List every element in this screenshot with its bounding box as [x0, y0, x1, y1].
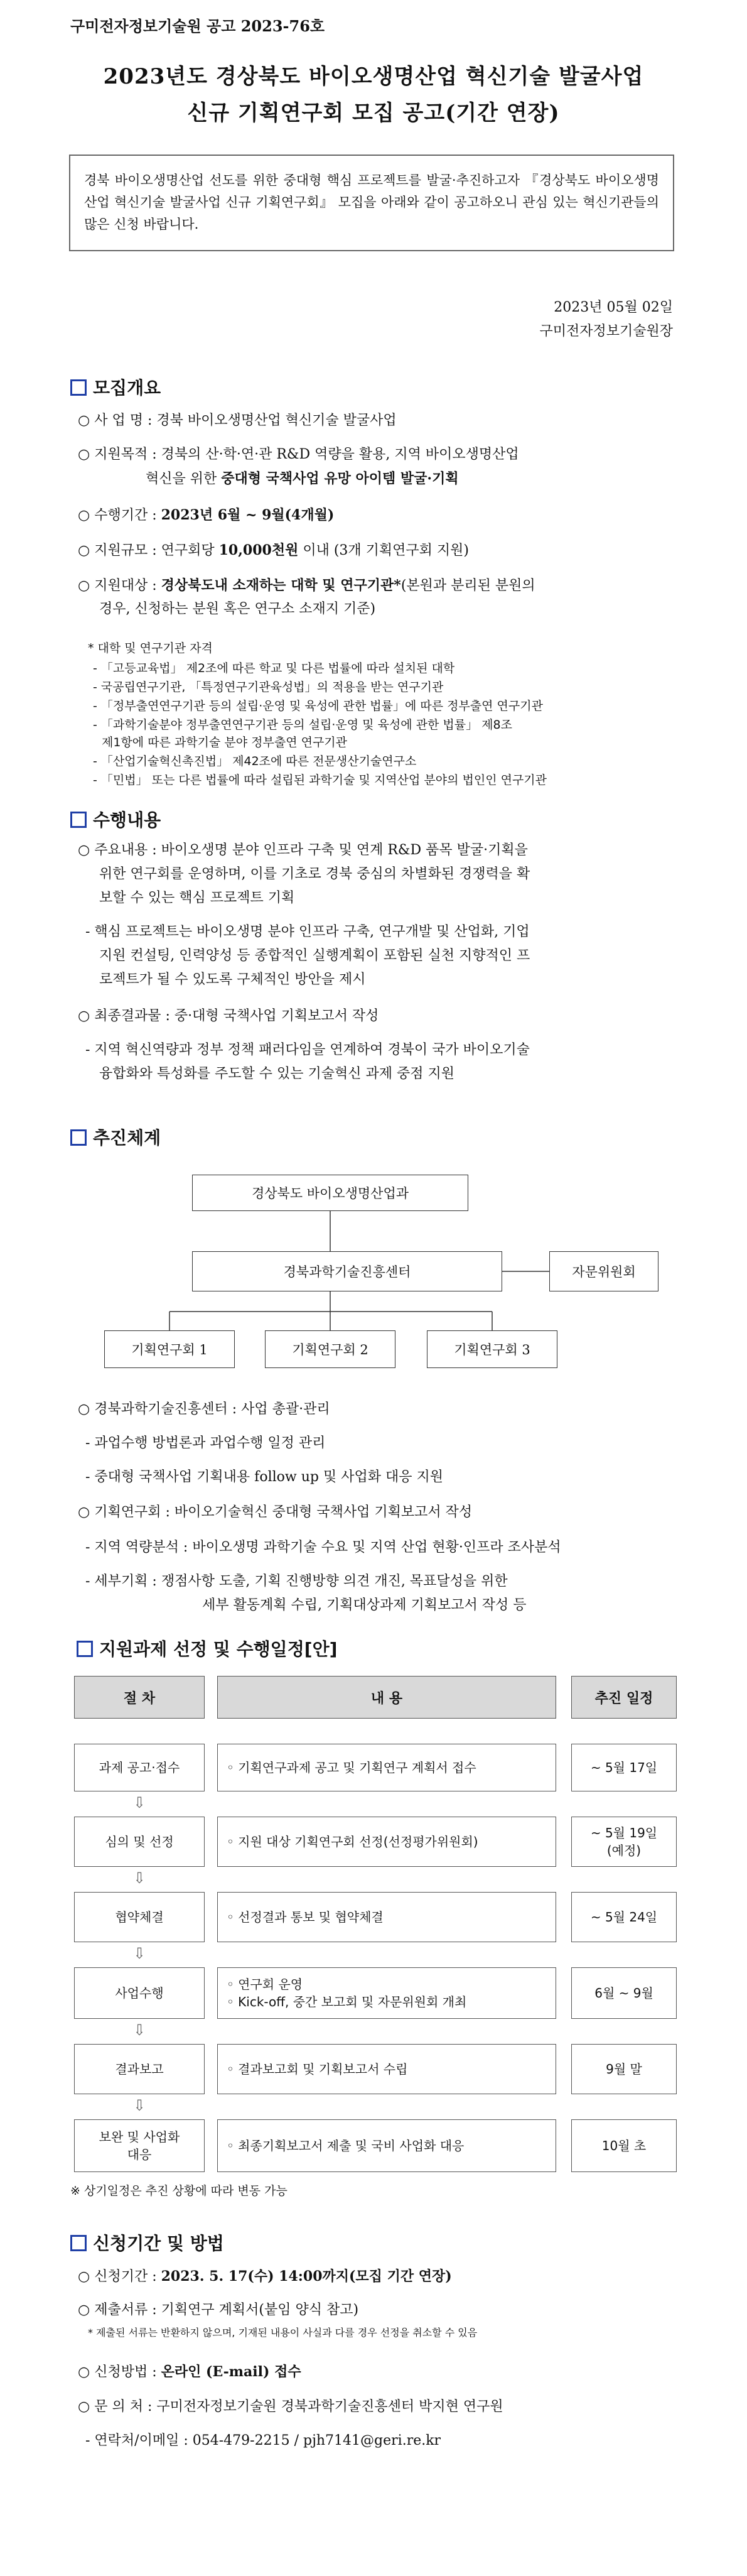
- schedule-content: ◦ 기획연구과제 공고 및 기획연구 계획서 접수: [217, 1744, 556, 1791]
- qualification-note: - 「정부출연연구기관 등의 설립·운영 및 육성에 관한 법률」에 따른 정부출연 연구기관: [93, 699, 543, 713]
- content-core: - 핵심 프로젝트는 바이오생명 분야 인프라 구축, 연구개발 및 산업화, 기업: [85, 924, 530, 940]
- org-group-box: 기획연구회 3: [427, 1330, 557, 1368]
- overview-target: ○ 지원대상 : 경상북도내 소재하는 대학 및 연구기관*(본원과 분리된 분원의: [78, 577, 535, 594]
- schedule-content: ◦ 최종기획보고서 제출 및 국비 사업화 대응: [217, 2119, 556, 2172]
- down-arrow-icon: ⇩: [133, 2021, 146, 2039]
- schedule-date: 9월 말: [571, 2044, 677, 2094]
- intro-text: 경북 바이오생명산업 선도를 위한 중대형 핵심 프로젝트를 발굴·추진하고자 『경상북도 바이오생명산업 혁신기술 발굴사업 신규 기획연구회』 모집을 아래와 같이 공고하오니 관심 있는 혁신기관들의 많은 신청 바랍니다.: [84, 173, 659, 232]
- overview-purpose-cont: 혁신을 위한 중대형 국책사업 유망 아이템 발굴·기획: [146, 470, 459, 487]
- qualification-note: - 「산업기술혁신촉진법」 제42조에 따른 전문생산기술연구소: [93, 754, 417, 768]
- org-group-box: 기획연구회 2: [265, 1330, 395, 1368]
- overview-target-cont: 경우, 신청하는 분원 혹은 연구소 소재지 기준): [99, 601, 376, 617]
- org-top-box: 경상북도 바이오생명산업과: [192, 1175, 468, 1211]
- schedule-step: 보완 및 사업화 대응: [74, 2119, 205, 2172]
- page-title-line1: 2023년도 경상북도 바이오생명산업 혁신기술 발굴사업: [103, 64, 644, 89]
- schedule-step: 결과보고: [74, 2044, 205, 2094]
- qualification-note: - 「고등교육법」 제2조에 따른 학교 및 다른 법률에 따라 설치된 대학: [93, 661, 455, 675]
- overview-period: ○ 수행기간 : 2023년 6월 ~ 9월(4개월): [78, 507, 335, 523]
- schedule-date: 6월 ~ 9월: [571, 1967, 677, 2019]
- section-structure: 추진체계: [70, 1124, 161, 1149]
- schedule-header-step: 절 차: [74, 1676, 205, 1719]
- org-center-box: 경북과학기술진흥센터: [192, 1251, 502, 1291]
- schedule-content: ◦ 연구회 운영 ◦ Kick-off, 중간 보고회 및 자문위원회 개최: [217, 1967, 556, 2019]
- content-region-cont: 융합화와 특성화를 주도할 수 있는 기술혁신 과제 중점 지원: [99, 1066, 454, 1082]
- notice-number: 구미전자정보기술원 공고 2023-76호: [70, 17, 325, 35]
- content-result: ○ 최종결과물 : 중·대형 국책사업 기획보고서 작성: [78, 1008, 379, 1024]
- qualification-note: - 「과학기술분야 정부출연연구기관 등의 설립·운영 및 육성에 관한 법률」 제8조: [93, 718, 512, 732]
- section-content: 수행내용: [70, 807, 161, 832]
- content-main-cont: 위한 연구회를 운영하며, 이를 기초로 경북 중심의 차별화된 경쟁력을 확: [99, 866, 530, 882]
- section-square-icon: [70, 2235, 87, 2251]
- structure-item: ○ 경북과학기술진흥센터 : 사업 총괄·관리: [78, 1401, 330, 1417]
- application-phone-email: - 연락처/이메일 : 054-479-2215 / pjh7141@geri.re.kr: [85, 2433, 441, 2448]
- schedule-content: ◦ 선정결과 통보 및 협약체결: [217, 1892, 556, 1942]
- structure-item-cont: 세부 활동계획 수립, 기획대상과제 기획보고서 작성 등: [202, 1597, 527, 1613]
- content-core-cont: 지원 컨설팅, 인력양성 등 종합적인 실행계획이 포함된 실천 지향적인 프: [99, 948, 530, 964]
- structure-item: - 과업수행 방법론과 과업수행 일정 관리: [85, 1435, 326, 1451]
- schedule-date: ~ 5월 17일: [571, 1744, 677, 1791]
- application-docs: ○ 제출서류 : 기획연구 계획서(붙임 양식 참고): [78, 2302, 359, 2318]
- schedule-date: 10월 초: [571, 2119, 677, 2172]
- structure-item: - 지역 역량분석 : 바이오생명 과학기술 수요 및 지역 산업 현황·인프라 조사분석: [85, 1540, 561, 1555]
- schedule-step: 협약체결: [74, 1892, 205, 1942]
- page-title-line2: 신규 기획연구회 모집 공고(기간 연장): [187, 101, 560, 126]
- qualification-note: - 「민법」 또는 다른 법률에 따라 설립된 과학기술 및 지역산업 분야의 법인인 연구기관: [93, 773, 547, 787]
- section-schedule: 지원과제 선정 및 수행일정[안]: [77, 1636, 337, 1661]
- application-method: ○ 신청방법 : 온라인 (E-mail) 접수: [78, 2364, 301, 2380]
- structure-item: - 중대형 국책사업 기획내용 follow up 및 사업화 대응 지원: [85, 1469, 443, 1485]
- application-contact: ○ 문 의 처 : 구미전자정보기술원 경북과학기술진흥센터 박지현 연구원: [78, 2399, 503, 2415]
- issue-date: 2023년 05월 02일: [554, 300, 673, 315]
- down-arrow-icon: ⇩: [133, 2097, 146, 2114]
- section-application: 신청기간 및 방법: [70, 2230, 224, 2255]
- content-main: ○ 주요내용 : 바이오생명 분야 인프라 구축 및 연계 R&D 품목 발굴·기획을: [78, 842, 528, 858]
- down-arrow-icon: ⇩: [133, 1869, 146, 1887]
- section-overview: 모집개요: [70, 374, 161, 399]
- schedule-note: ※ 상기일정은 추진 상황에 따라 변동 가능: [70, 2184, 288, 2198]
- application-docs-note: * 제출된 서류는 반환하지 않으며, 기재된 내용이 사실과 다를 경우 선정을 취소할 수 있음: [88, 2327, 478, 2339]
- schedule-header-date: 추진 일정: [571, 1676, 677, 1719]
- issuer-name: 구미전자정보기술원장: [539, 323, 673, 339]
- schedule-content: ◦ 결과보고회 및 기획보고서 수립: [217, 2044, 556, 2094]
- schedule-step: 사업수행: [74, 1967, 205, 2019]
- org-group-box: 기획연구회 1: [104, 1330, 235, 1368]
- schedule-content: ◦ 지원 대상 기획연구회 선정(선정평가위원회): [217, 1817, 556, 1867]
- overview-project: ○ 사 업 명 : 경북 바이오생명산업 혁신기술 발굴사업: [78, 413, 397, 428]
- content-region: - 지역 혁신역량과 정부 정책 패러다임을 연계하여 경북이 국가 바이오기술: [85, 1042, 530, 1058]
- qualification-title: * 대학 및 연구기관 자격: [88, 641, 213, 655]
- content-core-cont: 로젝트가 될 수 있도록 구체적인 방안을 제시: [99, 972, 366, 987]
- qualification-note: - 국공립연구기관, 「특정연구기관육성법」의 적용을 받는 연구기관: [93, 680, 444, 694]
- org-advisory-box: 자문위원회: [549, 1251, 658, 1291]
- schedule-date: ~ 5월 24일: [571, 1892, 677, 1942]
- application-period: ○ 신청기간 : 2023. 5. 17(수) 14:00까지(모집 기간 연장): [78, 2268, 452, 2285]
- down-arrow-icon: ⇩: [133, 1945, 146, 1962]
- overview-scale: ○ 지원규모 : 연구회당 10,000천원 이내 (3개 기획연구회 지원): [78, 542, 469, 558]
- content-main-cont: 보할 수 있는 핵심 프로젝트 기획: [99, 890, 295, 906]
- overview-purpose: ○ 지원목적 : 경북의 산·학·연·관 R&D 역량을 활용, 지역 바이오생명산업: [78, 447, 519, 462]
- schedule-header-content: 내 용: [217, 1676, 556, 1719]
- schedule-step: 과제 공고·접수: [74, 1744, 205, 1791]
- schedule-date: ~ 5월 19일 (예정): [571, 1817, 677, 1867]
- structure-item: ○ 기획연구회 : 바이오기술혁신 중대형 국책사업 기획보고서 작성: [78, 1504, 473, 1520]
- schedule-step: 심의 및 선정: [74, 1817, 205, 1867]
- section-square-icon: [77, 1641, 93, 1657]
- qualification-note: 제1항에 따른 과학기술 분야 정부출연 연구기관: [102, 736, 348, 749]
- down-arrow-icon: ⇩: [133, 1794, 146, 1812]
- structure-item: - 세부기획 : 쟁점사항 도출, 기획 진행방향 의견 개진, 목표달성을 위한: [85, 1573, 508, 1589]
